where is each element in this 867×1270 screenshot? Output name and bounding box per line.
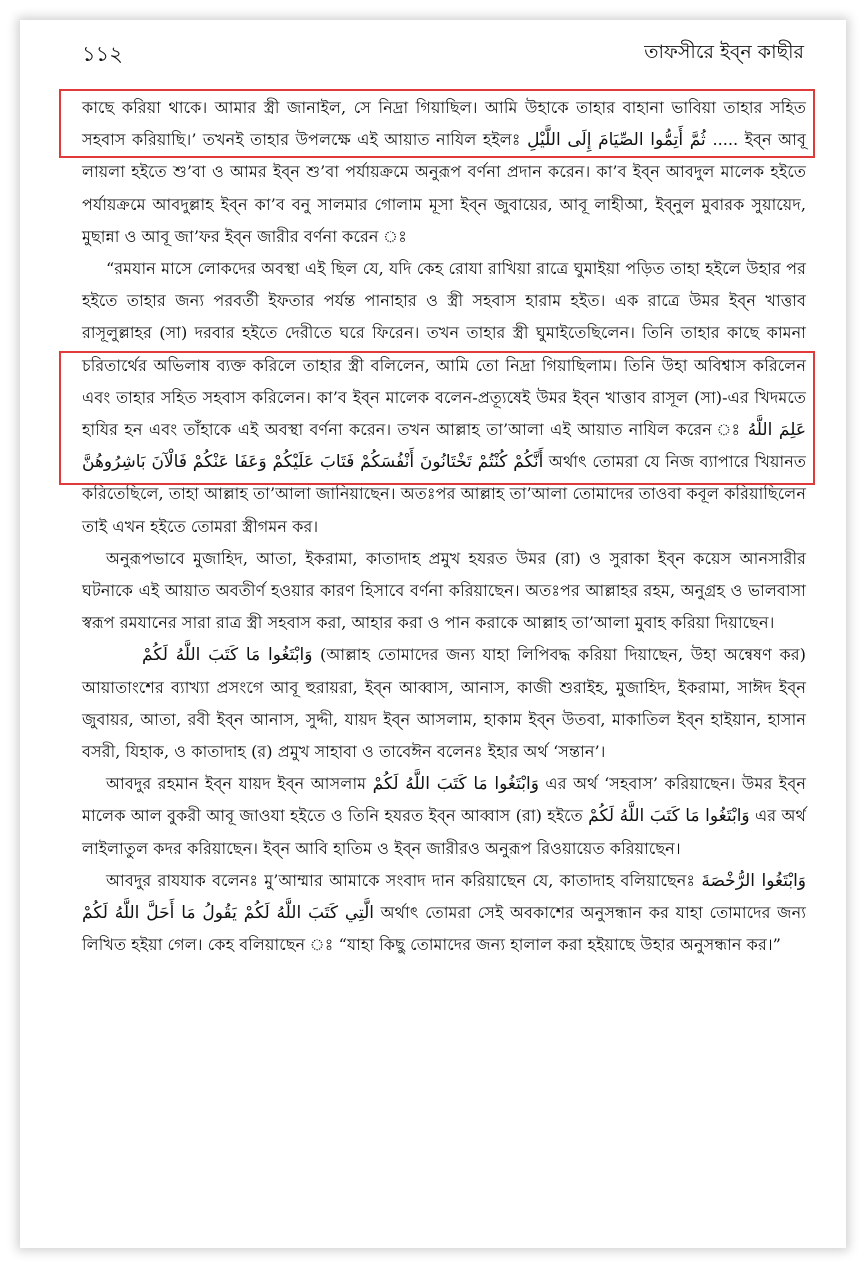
document-page <box>20 20 846 1248</box>
paragraph-text: ..... ইব্ন আবূ লায়লা হইতে শু’বা ও আমর ইব্ন শু’বা পর্যায়ক্রমে অনুরূপ বর্ণনা প্রদান করেন। কা’ব ইব্ন আবদুল মালেক হইতে পর্যায়ক্রমে আবদুল্লাহ ইব্ন কা’ব বনু সালমার গোলাম মূসা ইব্ন জুবায়ের, আবূ লাহীআ, ইব্নুল মুবারক সুয়ায়েদ, মুছান্না ও আবূ জা’ফর ইব্ন জারীর বর্ণনা করেন ঃ <box>82 130 806 246</box>
page-header <box>82 38 804 72</box>
paragraph-text: এর অর্থ লাইলাতুল কদর করিয়াছেন। ইব্ন আবি হাতিম ও ইব্ন জারীরও অনুরূপ রিওয়ায়েত করিয়াছেন। <box>82 806 806 858</box>
arabic-verse: وَابْتَغُوا مَا كَتَبَ اللَّهُ لَكُمْ <box>588 806 750 827</box>
paragraph <box>82 639 806 768</box>
paragraph-text: অর্থাৎ তোমরা যে নিজ ব্যাপারে খিয়ানত করিতেছিলে, তাহা আল্লাহ তা’আলা জানিয়াছেন। অতঃপর আল্লাহ তা’আলা তোমাদের তাওবা কবূল করিয়াছিলেন তাই এখন হইতে তোমরা স্ত্রীগমন কর। <box>82 452 807 536</box>
paragraph <box>82 92 806 253</box>
paragraph-text: (আল্লাহ তোমাদের জন্য যাহা লিপিবদ্ধ করিয়া দিয়াছেন, উহা অন্বেষণ কর) আয়াতাংশের ব্যাখ্যা প্রসংগে আবূ হুরায়রা, ইব্ন আব্বাস, আনাস, কাজী শুরাইহ, মুজাহিদ, ইকরামা, সাঈদ ইব্ন জুবায়র, আতা, রবী ইব্ন আনাস, সুদ্দী, যায়দ ইব্ন আসলাম, হাকাম ইব্ন উতবা, মাকাতিল ইব্ন হাইয়ান, হাসান বসরী, যিহাক, ও কাতাদাহ (র) প্রমুখ সাহাবা ও তাবেঈন বলেনঃ ইহার অর্থ ‘সন্তান’। <box>82 645 806 762</box>
arabic-verse: ثُمَّ أَتِمُّوا الصِّيَامَ إِلَى اللَّيْلِ <box>520 130 713 151</box>
paragraph-text: এর অর্থ ‘সহবাস’ করিয়াছেন। উমর ইব্ন মালেক আল বুকরী আবূ জাওযা হইতে ও তিনি হযরত ইব্ন আব্বাস (রা) হইতে <box>82 774 806 826</box>
paragraph-text: “রমযান মাসে লোকদের অবস্থা এই ছিল যে, যদি কেহ রোযা রাখিয়া রাত্রে ঘুমাইয়া পড়িত তাহা হইলে উহার পর হইতে তাহার জন্য পরবর্তী ইফতার পর্যন্ত পানাহার ও স্ত্রী সহবাস হারাম হইত। এক রাত্রে উমর ইব্ন খাত্তাব রাসূলুল্লাহর (সা) দরবার হইতে দেরীতে ঘরে ফিরেন। তখন তাহার স্ত্রী ঘুমাইতেছিলেন। তিনি তাহার কাছে কামনা চরিতার্থের অভিলাষ ব্যক্ত করিলে তাহার স্ত্রী বলিলেন, আমি তো নিদ্রা গিয়াছিলাম। তিনি উহা অবিশ্বাস করিলেন এবং তাহার সহিত সহবাস করিলেন। কা’ব ইব্ন মালেক বলেন-প্রত্যূষেই উমর ইব্ন খাত্তাব রাসূল (সা)-এর খিদমতে হাযির হন এবং তাঁহাকে এই অবস্থা বর্ণনা করেন। তখন আল্লাহ তা’আলা এই আয়াত নাযিল করেন ঃ <box>82 259 806 440</box>
arabic-verse: عَلِمَ اللَّهُ أَنَّكُمْ كُنْتُمْ تَخْتَانُونَ أَنْفُسَكُمْ فَتَابَ عَلَيْكُمْ وَعَفَا عَنْكُمْ فَالْآنَ بَاشِرُوهُنَّ <box>82 420 807 473</box>
paragraph <box>82 768 806 865</box>
paragraph <box>82 253 806 543</box>
arabic-verse: وَابْتَغُوا الرُّخْصَةَ الَّتِي كَتَبَ اللَّهُ لَكُمْ يَقُولُ مَا أَحَلَّ اللَّهُ لَكُمْ <box>82 870 807 924</box>
paragraph <box>82 865 806 962</box>
body-text <box>82 92 806 961</box>
paragraph-text: কাছে করিয়া থাকে। আমার স্ত্রী জানাইল, সে নিদ্রা গিয়াছিল। আমি উহাকে তাহার বাহানা ভাবিয়া তাহার সহিত সহবাস করিয়াছি।’ তখনই তাহার উপলক্ষে এই আয়াত নাযিল হইলঃ <box>82 98 806 150</box>
paragraph <box>82 543 806 640</box>
paragraph-text: অনুরূপভাবে মুজাহিদ, আতা, ইকরামা, কাতাদাহ প্রমুখ হযরত উমর (রা) ও সুরাকা ইব্ন কয়েস আনসারীর ঘটনাকে এই আয়াত অবতীর্ণ হওয়ার কারণ হিসাবে বর্ণনা করিয়াছেন। অতঃপর আল্লাহর রহম, অনুগ্রহ ও ভালবাসা স্বরূপ রমযানের সারা রাত্র স্ত্রী সহবাস করা, আহার করা ও পান করাকে আল্লাহ তা’আলা মুবাহ করিয়া দিয়াছেন। <box>82 548 807 633</box>
running-title: তাফসীরে ইব্ন কাছীর <box>644 41 804 63</box>
arabic-verse: وَابْتَغُوا مَا كَتَبَ اللَّهُ لَكُمْ <box>372 774 539 795</box>
arabic-verse: وَابْتَغُوا مَا كَتَبَ اللَّهُ لَكُمْ <box>142 645 313 666</box>
paragraph-text: আবদুর রাযযাক বলেনঃ মু’আম্মার আমাকে সংবাদ দান করিয়াছেন যে, কাতাদাহ বলিয়াছেনঃ <box>106 870 702 890</box>
paragraph-text: অর্থাৎ তোমরা সেই অবকাশের অনুসন্ধান কর যাহা তোমাদের জন্য লিখিত হইয়া গেল। কেহ বলিয়াছেন ঃ “যাহা কিছু তোমাদের জন্য হালাল করা হইয়াছে উহার অনুসন্ধান কর।” <box>82 903 806 955</box>
page-number: ১১২ <box>82 42 123 66</box>
paragraph-text: আবদুর রহমান ইব্ন যায়দ ইব্ন আসলাম <box>106 774 373 794</box>
